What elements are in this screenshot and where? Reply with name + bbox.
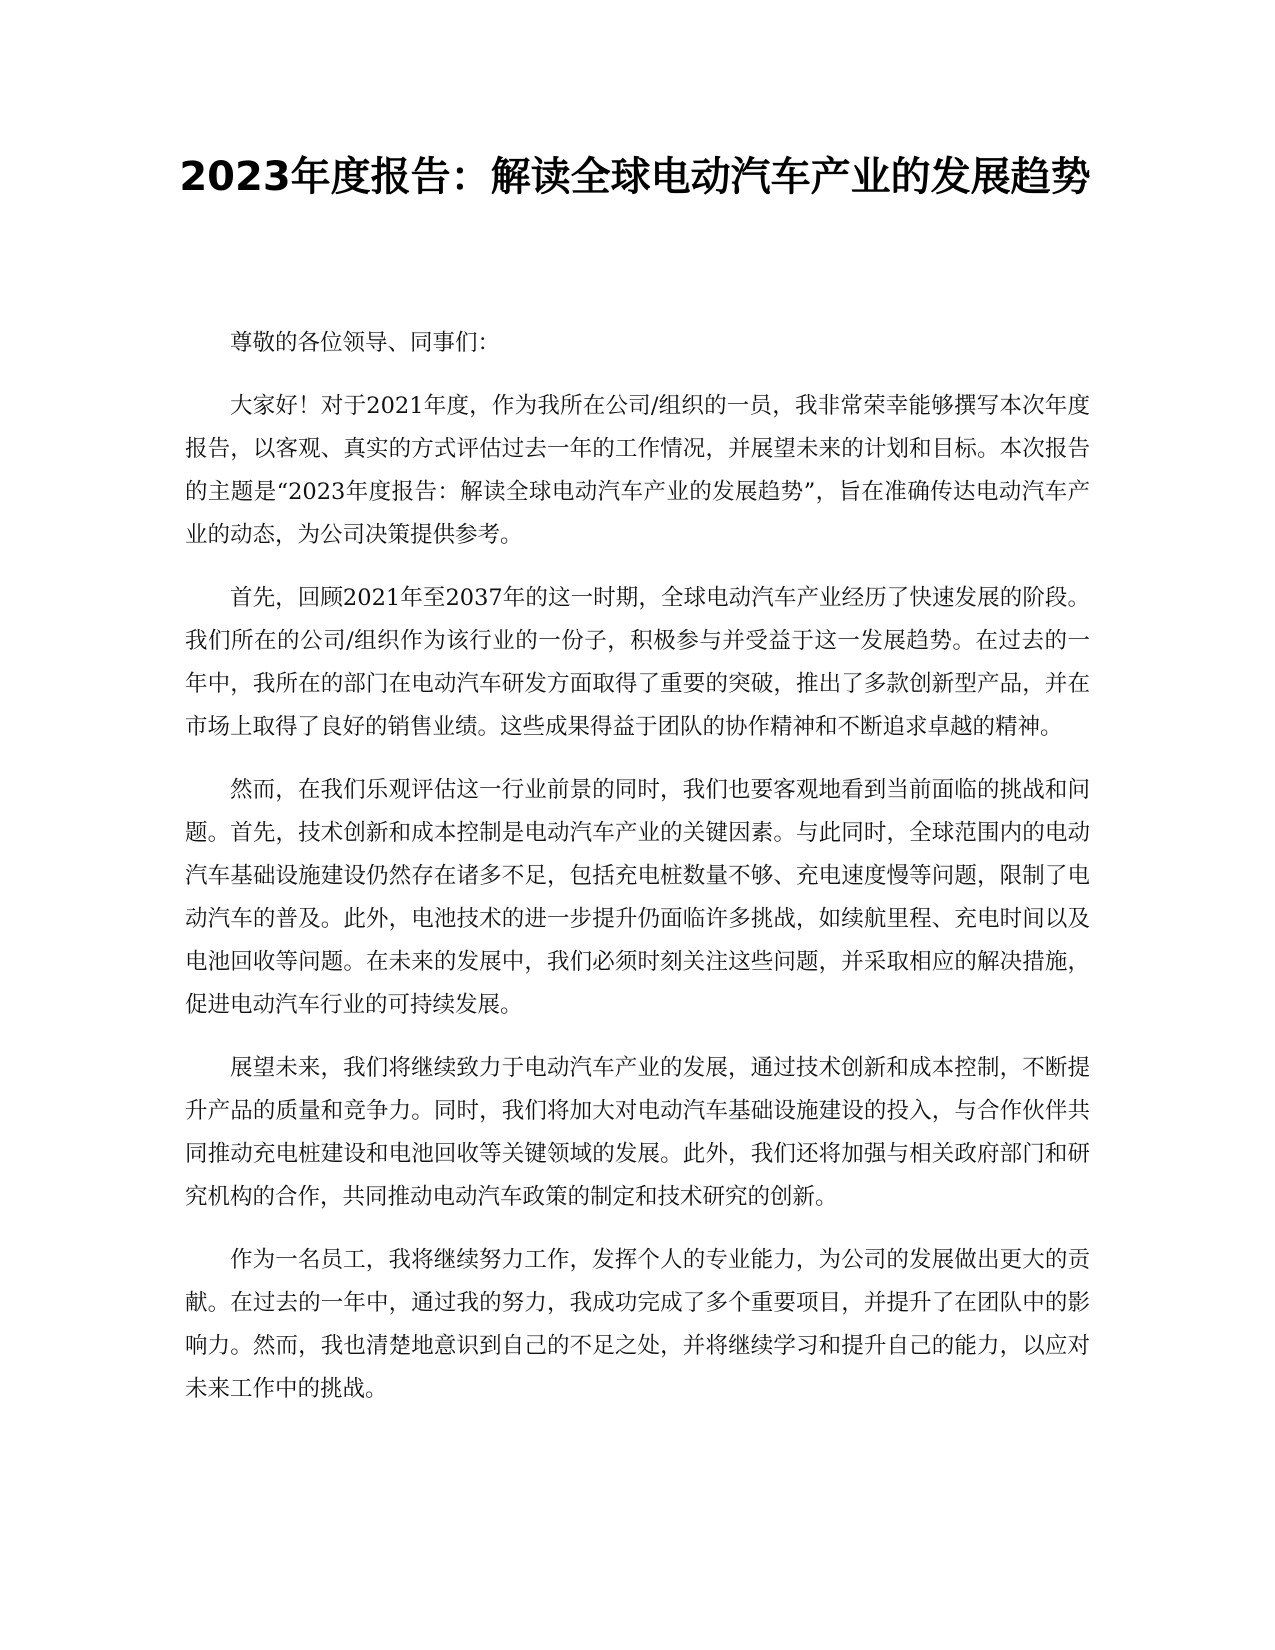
document-title: 2023年度报告：解读全球电动汽车产业的发展趋势 xyxy=(179,154,1091,200)
salutation: 尊敬的各位领导、同事们： xyxy=(230,330,501,356)
paragraph-outlook: 展望未来，我们将继续致力于电动汽车产业的发展，通过技术创新和成本控制，不断提升产品的质量和竞争力。同时，我们将加大对电动汽车基础设施建设的投入，与合作伙伴共同推动充电桩建设和电池回收等关键领域的发展。此外，我们还将加强与相关政府部门和研究机构的合作，共同推动电动汽车政策的制定和技术研究的创新。 xyxy=(185,1055,1090,1210)
paragraph-personal: 作为一名员工，我将继续努力工作，发挥个人的专业能力，为公司的发展做出更大的贡献。在过去的一年中，通过我的努力，我成功完成了多个重要项目，并提升了在团队中的影响力。然而，我也清楚地意识到自己的不足之处，并将继续学习和提升自己的能力，以应对未来工作中的挑战。 xyxy=(185,1247,1090,1402)
paragraph-intro: 大家好！对于2021年度，作为我所在公司/组织的一员，我非常荣幸能够撰写本次年度报告，以客观、真实的方式评估过去一年的工作情况，并展望未来的计划和目标。本次报告的主题是“2023年度报告：解读全球电动汽车产业的发展趋势”，旨在准确传达电动汽车产业的动态，为公司决策提供参考。 xyxy=(185,393,1090,548)
document-body xyxy=(185,322,1090,1431)
paragraph-challenges: 然而，在我们乐观评估这一行业前景的同时，我们也要客观地看到当前面临的挑战和问题。首先，技术创新和成本控制是电动汽车产业的关键因素。与此同时，全球范围内的电动汽车基础设施建设仍然存在诸多不足，包括充电桩数量不够、充电速度慢等问题，限制了电动汽车的普及。此外，电池技术的进一步提升仍面临许多挑战，如续航里程、充电时间以及电池回收等问题。在未来的发展中，我们必须时刻关注这些问题，并采取相应的解决措施，促进电动汽车行业的可持续发展。 xyxy=(185,777,1090,1018)
paragraph-review: 首先，回顾2021年至2037年的这一时期，全球电动汽车产业经历了快速发展的阶段。我们所在的公司/组织作为该行业的一份子，积极参与并受益于这一发展趋势。在过去的一年中，我所在的部门在电动汽车研发方面取得了重要的突破，推出了多款创新型产品，并在市场上取得了良好的销售业绩。这些成果得益于团队的协作精神和不断追求卓越的精神。 xyxy=(185,585,1090,740)
